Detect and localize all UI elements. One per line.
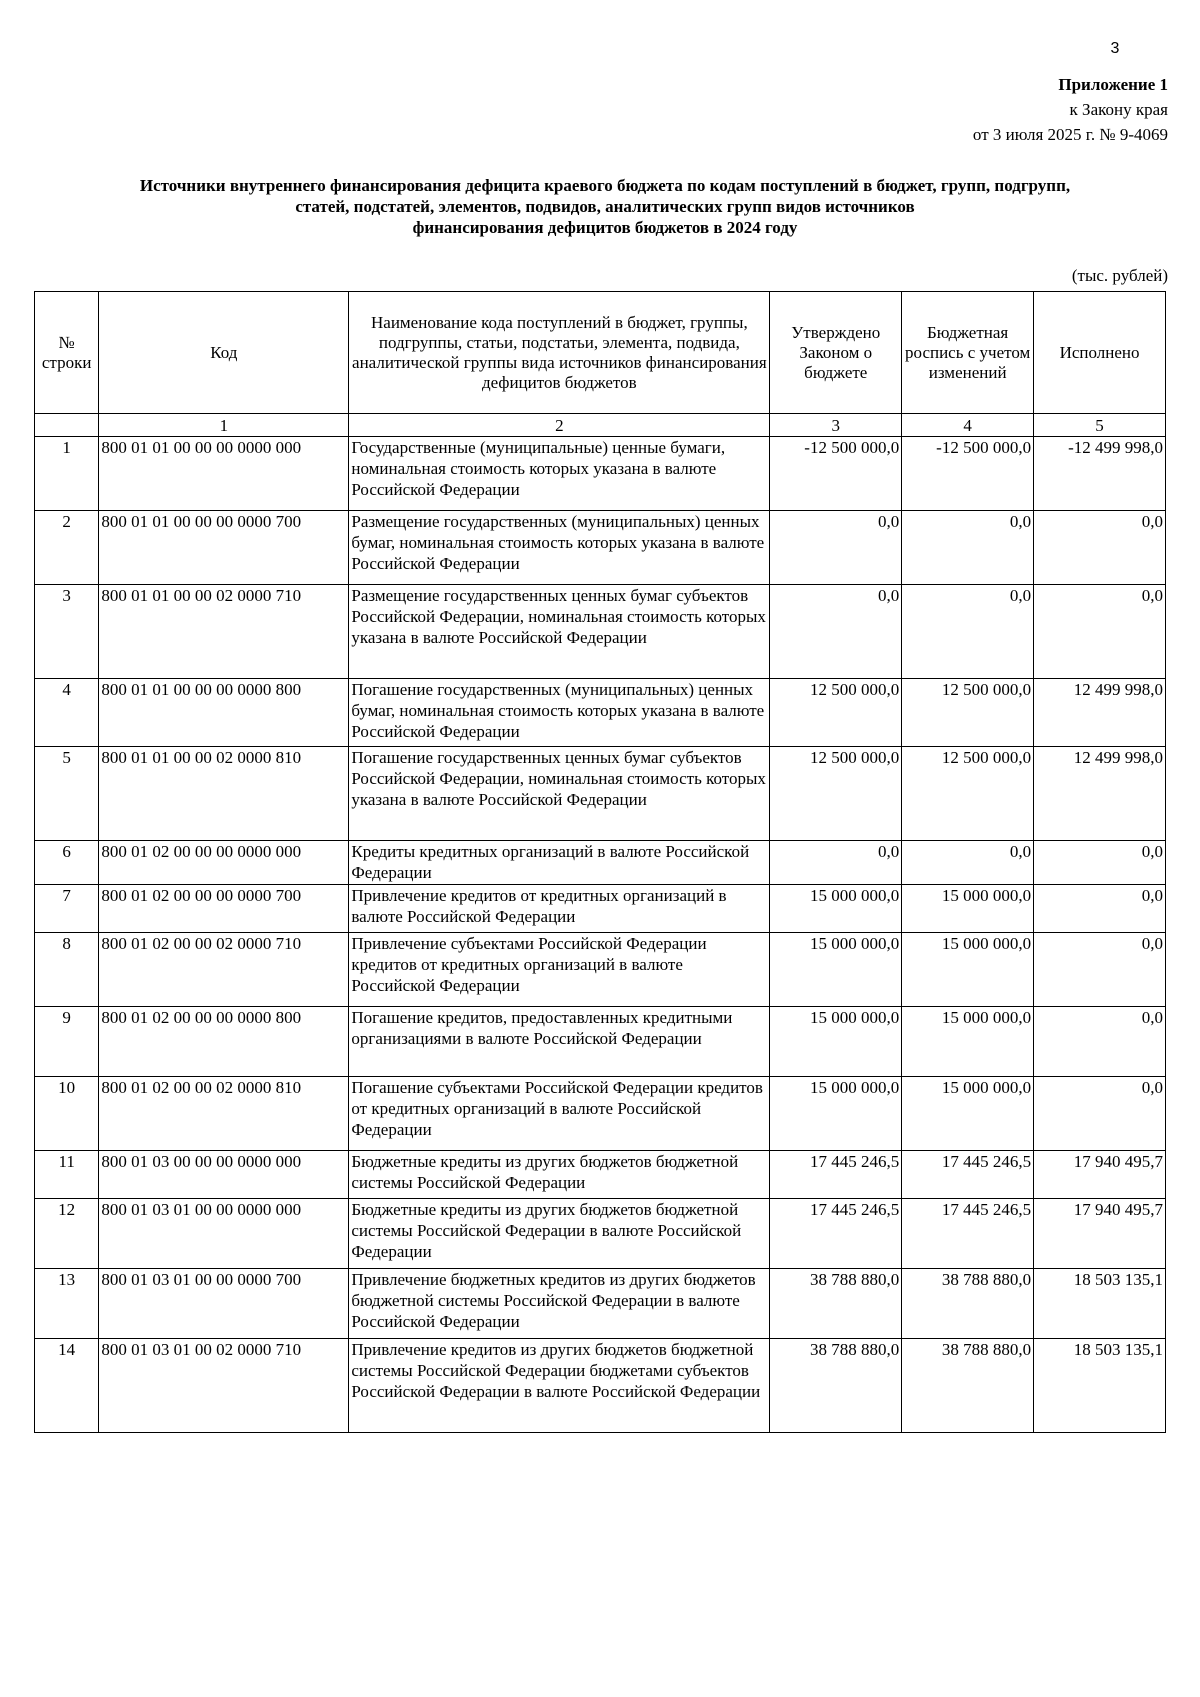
- row-name: Кредиты кредитных организаций в валюте Российской Федерации: [349, 841, 770, 885]
- row-code: 800 01 02 00 00 00 0000 700: [99, 885, 349, 933]
- table-row: [35, 585, 1166, 679]
- row-executed: 0,0: [1034, 841, 1166, 885]
- row-approved: 0,0: [770, 585, 902, 679]
- row-executed: 0,0: [1034, 511, 1166, 585]
- row-budget: 15 000 000,0: [902, 885, 1034, 933]
- row-approved: 15 000 000,0: [770, 933, 902, 1007]
- row-number: 1: [35, 437, 99, 511]
- row-number: 3: [35, 585, 99, 679]
- row-executed: -12 499 998,0: [1034, 437, 1166, 511]
- row-name: Привлечение бюджетных кредитов из других бюджетов бюджетной системы Российской Федерации в валюте Российской Федерации: [349, 1269, 770, 1339]
- row-budget: 38 788 880,0: [902, 1269, 1034, 1339]
- title-line-1: Источники внутреннего финансирования дефицита краевого бюджета по кодам поступлений в бюджет, групп, подгрупп,: [139, 176, 1071, 195]
- header-executed: Исполнено: [1034, 292, 1166, 414]
- row-number: 8: [35, 933, 99, 1007]
- row-executed: 12 499 998,0: [1034, 747, 1166, 841]
- row-budget: -12 500 000,0: [902, 437, 1034, 511]
- appendix-title: Приложение 1: [1058, 75, 1168, 94]
- row-executed: 18 503 135,1: [1034, 1339, 1166, 1433]
- row-code: 800 01 01 00 00 00 0000 000: [99, 437, 349, 511]
- table-row: [35, 933, 1166, 1007]
- row-executed: 17 940 495,7: [1034, 1151, 1166, 1199]
- row-code: 800 01 02 00 00 02 0000 710: [99, 933, 349, 1007]
- header-name: Наименование кода поступлений в бюджет, группы, подгруппы, статьи, подстатьи, элемента, подвида, аналитической группы вида источников финансирования дефицитов бюджетов: [349, 292, 770, 414]
- row-approved: 0,0: [770, 841, 902, 885]
- row-code: 800 01 02 00 00 00 0000 800: [99, 1007, 349, 1077]
- column-number: 1: [99, 414, 349, 437]
- row-approved: 38 788 880,0: [770, 1269, 902, 1339]
- row-name: Привлечение субъектами Российской Федерации кредитов от кредитных организаций в валюте Российской Федерации: [349, 933, 770, 1007]
- row-number: 13: [35, 1269, 99, 1339]
- column-number: 3: [770, 414, 902, 437]
- row-executed: 0,0: [1034, 1077, 1166, 1151]
- row-budget: 0,0: [902, 841, 1034, 885]
- row-approved: 17 445 246,5: [770, 1199, 902, 1269]
- appendix-law-ref: к Закону края: [1069, 100, 1168, 119]
- row-number: 2: [35, 511, 99, 585]
- row-budget: 12 500 000,0: [902, 679, 1034, 747]
- row-number: 4: [35, 679, 99, 747]
- row-budget: 38 788 880,0: [902, 1339, 1034, 1433]
- row-name: Погашение субъектами Российской Федерации кредитов от кредитных организаций в валюте Российской Федерации: [349, 1077, 770, 1151]
- title-line-2: статей, подстатей, элементов, подвидов, аналитических групп видов источников: [295, 197, 915, 216]
- row-name: Привлечение кредитов из других бюджетов бюджетной системы Российской Федерации бюджетами субъектов Российской Федерации в валюте Российской Федерации: [349, 1339, 770, 1433]
- row-name: Погашение кредитов, предоставленных кредитными организациями в валюте Российской Федерации: [349, 1007, 770, 1077]
- row-code: 800 01 03 00 00 00 0000 000: [99, 1151, 349, 1199]
- row-code: 800 01 01 00 00 00 0000 700: [99, 511, 349, 585]
- table-row: [35, 511, 1166, 585]
- units-label: (тыс. рублей): [1071, 266, 1168, 285]
- row-number: 14: [35, 1339, 99, 1433]
- row-approved: 15 000 000,0: [770, 1007, 902, 1077]
- row-approved: 17 445 246,5: [770, 1151, 902, 1199]
- row-budget: 0,0: [902, 585, 1034, 679]
- appendix-block: [973, 72, 1168, 147]
- header-approved: Утверждено Законом о бюджете: [770, 292, 902, 414]
- table-header-row: [35, 292, 1166, 414]
- sources-table: [34, 291, 1166, 1433]
- row-code: 800 01 01 00 00 02 0000 710: [99, 585, 349, 679]
- row-number: 11: [35, 1151, 99, 1199]
- appendix-law-date: от 3 июля 2025 г. № 9-4069: [972, 125, 1168, 144]
- table-row: [35, 1077, 1166, 1151]
- table-row: [35, 1269, 1166, 1339]
- row-name: Государственные (муниципальные) ценные бумаги, номинальная стоимость которых указана в валюте Российской Федерации: [349, 437, 770, 511]
- row-number: 7: [35, 885, 99, 933]
- row-code: 800 01 02 00 00 00 0000 000: [99, 841, 349, 885]
- row-executed: 0,0: [1034, 885, 1166, 933]
- row-budget: 15 000 000,0: [902, 933, 1034, 1007]
- row-number: 5: [35, 747, 99, 841]
- header-budget: Бюджетная роспись с учетом изменений: [902, 292, 1034, 414]
- row-executed: 17 940 495,7: [1034, 1199, 1166, 1269]
- row-approved: 15 000 000,0: [770, 885, 902, 933]
- table-row: [35, 1151, 1166, 1199]
- row-executed: 0,0: [1034, 1007, 1166, 1077]
- row-budget: 15 000 000,0: [902, 1007, 1034, 1077]
- column-number: 4: [902, 414, 1034, 437]
- row-code: 800 01 03 01 00 00 0000 700: [99, 1269, 349, 1339]
- row-approved: 15 000 000,0: [770, 1077, 902, 1151]
- row-number: 10: [35, 1077, 99, 1151]
- row-code: 800 01 03 01 00 02 0000 710: [99, 1339, 349, 1433]
- title-line-3: финансирования дефицитов бюджетов в 2024 году: [412, 218, 798, 237]
- row-approved: 12 500 000,0: [770, 679, 902, 747]
- row-approved: 12 500 000,0: [770, 747, 902, 841]
- column-number: [35, 414, 99, 437]
- row-code: 800 01 02 00 00 02 0000 810: [99, 1077, 349, 1151]
- row-executed: 0,0: [1034, 933, 1166, 1007]
- header-code: Код: [99, 292, 349, 414]
- row-code: 800 01 01 00 00 00 0000 800: [99, 679, 349, 747]
- document-title: [40, 175, 1170, 238]
- table-row: [35, 747, 1166, 841]
- row-number: 6: [35, 841, 99, 885]
- row-name: Размещение государственных ценных бумаг субъектов Российской Федерации, номинальная стоимость которых указана в валюте Российской Федерации: [349, 585, 770, 679]
- row-approved: 0,0: [770, 511, 902, 585]
- row-name: Бюджетные кредиты из других бюджетов бюджетной системы Российской Федерации в валюте Российской Федерации: [349, 1199, 770, 1269]
- row-budget: 17 445 246,5: [902, 1199, 1034, 1269]
- header-row-no: № строки: [35, 292, 99, 414]
- row-number: 12: [35, 1199, 99, 1269]
- table-row: [35, 1199, 1166, 1269]
- row-approved: -12 500 000,0: [770, 437, 902, 511]
- row-executed: 12 499 998,0: [1034, 679, 1166, 747]
- row-name: Привлечение кредитов от кредитных организаций в валюте Российской Федерации: [349, 885, 770, 933]
- column-number: 2: [349, 414, 770, 437]
- row-name: Погашение государственных ценных бумаг субъектов Российской Федерации, номинальная стоимость которых указана в валюте Российской Федерации: [349, 747, 770, 841]
- row-executed: 18 503 135,1: [1034, 1269, 1166, 1339]
- row-name: Размещение государственных (муниципальных) ценных бумаг, номинальная стоимость которых указана в валюте Российской Федерации: [349, 511, 770, 585]
- table-row: [35, 679, 1166, 747]
- row-name: Погашение государственных (муниципальных) ценных бумаг, номинальная стоимость которых указана в валюте Российской Федерации: [349, 679, 770, 747]
- row-budget: 12 500 000,0: [902, 747, 1034, 841]
- column-number: 5: [1034, 414, 1166, 437]
- row-executed: 0,0: [1034, 585, 1166, 679]
- column-numbers-row: [35, 414, 1166, 437]
- row-code: 800 01 01 00 00 02 0000 810: [99, 747, 349, 841]
- row-name: Бюджетные кредиты из других бюджетов бюджетной системы Российской Федерации: [349, 1151, 770, 1199]
- row-number: 9: [35, 1007, 99, 1077]
- table-row: [35, 885, 1166, 933]
- table-body: [35, 414, 1166, 1433]
- table-row: [35, 841, 1166, 885]
- table-row: [35, 1339, 1166, 1433]
- table-row: [35, 1007, 1166, 1077]
- row-budget: 0,0: [902, 511, 1034, 585]
- row-approved: 38 788 880,0: [770, 1339, 902, 1433]
- table-row: [35, 437, 1166, 511]
- row-budget: 17 445 246,5: [902, 1151, 1034, 1199]
- row-budget: 15 000 000,0: [902, 1077, 1034, 1151]
- row-code: 800 01 03 01 00 00 0000 000: [99, 1199, 349, 1269]
- page-number: 3: [1110, 40, 1120, 57]
